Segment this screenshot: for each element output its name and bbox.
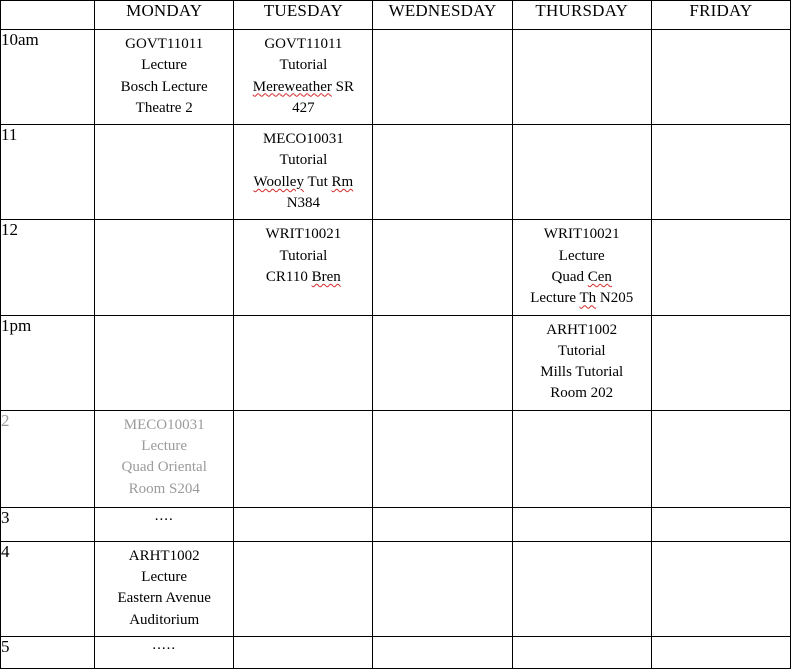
header-friday: FRIDAY bbox=[651, 1, 790, 30]
slot-tuesday-1pm[interactable] bbox=[234, 315, 373, 410]
class-entry: WRIT10021 Tutorial CR110 Bren bbox=[265, 226, 342, 285]
timetable-row bbox=[1, 507, 791, 541]
class-entry: MECO10031 Lecture Quad Oriental Room S204 bbox=[121, 416, 207, 497]
header-corner-blank bbox=[1, 1, 95, 30]
class-entry: ARHT1002 Tutorial Mills Tutorial Room 202 bbox=[540, 321, 624, 402]
timetable-row bbox=[1, 315, 791, 410]
time-label-4: 4 bbox=[1, 541, 95, 636]
slot-wednesday-4[interactable] bbox=[373, 541, 512, 636]
slot-friday-12[interactable] bbox=[651, 220, 790, 315]
class-entry: MECO10031 Tutorial Woolley Tut Rm N384 bbox=[253, 131, 354, 212]
slot-thursday-4[interactable] bbox=[512, 541, 651, 636]
slot-friday-5[interactable] bbox=[651, 636, 790, 668]
slot-wednesday-2[interactable] bbox=[373, 410, 512, 507]
slot-tuesday-4[interactable] bbox=[234, 541, 373, 636]
timetable-row bbox=[1, 541, 791, 636]
slot-wednesday-1pm[interactable] bbox=[373, 315, 512, 410]
slot-monday-1pm[interactable] bbox=[95, 315, 234, 410]
slot-thursday-10am[interactable] bbox=[512, 30, 651, 125]
placeholder-dots: .... bbox=[154, 507, 174, 524]
time-label-12: 12 bbox=[1, 220, 95, 315]
class-entry: GOVT11011 Lecture Bosch Lecture Theatre 2 bbox=[120, 36, 208, 116]
slot-friday-2[interactable] bbox=[651, 410, 790, 507]
slot-wednesday-11[interactable] bbox=[373, 125, 512, 220]
class-entry: GOVT11011 Tutorial Mereweather SR 427 bbox=[252, 36, 354, 116]
table-header-row bbox=[1, 1, 791, 30]
placeholder-dots: ..... bbox=[152, 636, 177, 653]
slot-monday-12[interactable] bbox=[95, 220, 234, 315]
time-label-2: 2 bbox=[1, 410, 95, 507]
timetable-body bbox=[1, 30, 791, 669]
timetable-row bbox=[1, 220, 791, 315]
slot-monday-11[interactable] bbox=[95, 125, 234, 220]
slot-monday-4[interactable] bbox=[95, 541, 234, 636]
slot-tuesday-2[interactable] bbox=[234, 410, 373, 507]
class-entry: WRIT10021 Lecture Quad Cen Lecture Th N205 bbox=[530, 226, 634, 307]
slot-monday-3[interactable] bbox=[95, 507, 234, 541]
timetable-row bbox=[1, 125, 791, 220]
slot-friday-11[interactable] bbox=[651, 125, 790, 220]
timetable-row bbox=[1, 636, 791, 668]
slot-friday-4[interactable] bbox=[651, 541, 790, 636]
timetable-row bbox=[1, 410, 791, 507]
slot-friday-10am[interactable] bbox=[651, 30, 790, 125]
header-wednesday: WEDNESDAY bbox=[373, 1, 512, 30]
time-label-11: 11 bbox=[1, 125, 95, 220]
slot-friday-3[interactable] bbox=[651, 507, 790, 541]
slot-thursday-12[interactable] bbox=[512, 220, 651, 315]
slot-monday-10am[interactable] bbox=[95, 30, 234, 125]
slot-thursday-2[interactable] bbox=[512, 410, 651, 507]
slot-thursday-11[interactable] bbox=[512, 125, 651, 220]
slot-thursday-3[interactable] bbox=[512, 507, 651, 541]
slot-tuesday-5[interactable] bbox=[234, 636, 373, 668]
time-label-5: 5 bbox=[1, 636, 95, 668]
slot-wednesday-5[interactable] bbox=[373, 636, 512, 668]
slot-thursday-1pm[interactable] bbox=[512, 315, 651, 410]
slot-monday-5[interactable] bbox=[95, 636, 234, 668]
class-entry: ARHT1002 Lecture Eastern Avenue Auditorium bbox=[117, 547, 211, 628]
slot-wednesday-10am[interactable] bbox=[373, 30, 512, 125]
slot-tuesday-10am[interactable] bbox=[234, 30, 373, 125]
header-monday: MONDAY bbox=[95, 1, 234, 30]
time-label-10am: 10am bbox=[1, 30, 95, 125]
slot-monday-2[interactable] bbox=[95, 410, 234, 507]
slot-friday-1pm[interactable] bbox=[651, 315, 790, 410]
time-label-1pm: 1pm bbox=[1, 315, 95, 410]
slot-tuesday-3[interactable] bbox=[234, 507, 373, 541]
slot-tuesday-11[interactable] bbox=[234, 125, 373, 220]
header-thursday: THURSDAY bbox=[512, 1, 651, 30]
slot-tuesday-12[interactable] bbox=[234, 220, 373, 315]
slot-thursday-5[interactable] bbox=[512, 636, 651, 668]
header-tuesday: TUESDAY bbox=[234, 1, 373, 30]
slot-wednesday-12[interactable] bbox=[373, 220, 512, 315]
slot-wednesday-3[interactable] bbox=[373, 507, 512, 541]
timetable-row bbox=[1, 30, 791, 125]
time-label-3: 3 bbox=[1, 507, 95, 541]
